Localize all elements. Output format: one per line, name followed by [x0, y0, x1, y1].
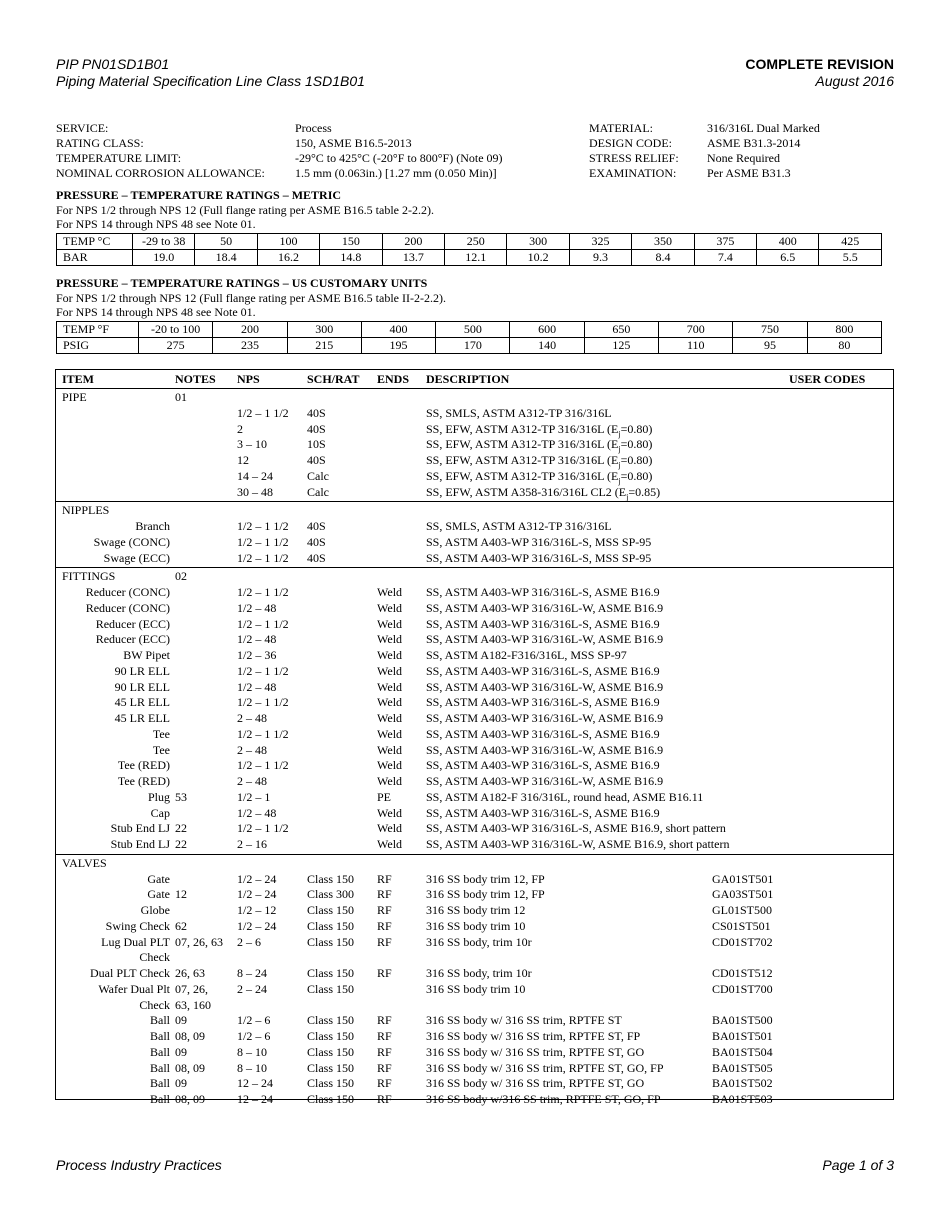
description-cell: 316 SS body w/ 316 SS trim, RPTFE ST, GO: [426, 1044, 645, 1059]
info-label: STRESS RELIEF:: [589, 151, 679, 165]
revision-date: August 2016: [815, 73, 894, 89]
sch-cell: Class 150: [307, 1060, 355, 1075]
description-cell: SS, ASTM A403-WP 316/316L-S, ASME B16.9: [426, 663, 660, 678]
nps-cell: 2 – 48: [237, 774, 267, 788]
notes-cell: 08, 09: [175, 1029, 205, 1043]
description-cell: SS, ASTM A403-WP 316/316L-W, ASME B16.9: [426, 679, 664, 694]
rating-cell: 6.5: [757, 250, 819, 266]
user-code-cell: BA01ST500: [712, 1013, 773, 1028]
rating-cell: 14.8: [320, 250, 382, 266]
rating-cell: 18.4: [195, 250, 257, 266]
item-cell: Stub End LJ: [110, 821, 170, 836]
info-label: SERVICE:: [56, 121, 109, 135]
info-value: 316/316L Dual Marked: [707, 121, 820, 135]
sch-cell: Class 150: [307, 934, 355, 949]
ends-cell: Weld: [377, 837, 403, 851]
metric-note-1: For NPS 1/2 through NPS 12 (Full flange rating per ASME B16.5 table 2-2.2).: [56, 203, 434, 217]
us-temp-row: [57, 322, 882, 338]
description-cell: 316 SS body trim 12, FP: [426, 887, 545, 902]
sch-cell: 40S: [307, 519, 326, 533]
nps-cell: 1/2 – 1 1/2: [237, 758, 289, 773]
rating-cell: 300: [507, 234, 569, 250]
description-cell: SS, EFW, ASTM A312-TP 316/316L $(E_j=0.80)$: [426, 468, 653, 486]
ends-cell: RF: [377, 1013, 392, 1028]
rating-cell: 275: [139, 338, 213, 354]
item-cell: Tee (RED): [117, 758, 170, 773]
ends-cell: RF: [377, 903, 392, 917]
section-name: NIPPLES: [62, 503, 110, 518]
rating-cell: 95: [733, 338, 807, 354]
item-cell: Reducer (CONC): [85, 600, 170, 615]
user-code-cell: CD01ST700: [712, 981, 773, 996]
ends-cell: RF: [377, 966, 392, 980]
notes-cell-continued: 63, 160: [175, 997, 211, 1012]
rating-cell: 10.2: [507, 250, 569, 266]
description-cell: SS, ASTM A403-WP 316/316L-S, ASME B16.9: [426, 805, 660, 820]
description-cell: SS, ASTM A403-WP 316/316L-W, ASME B16.9: [426, 742, 664, 757]
nps-cell: 1/2 – 1 1/2: [237, 695, 289, 710]
nps-cell: 12 – 24: [237, 1092, 273, 1106]
sch-cell: Class 300: [307, 887, 355, 902]
ends-cell: Weld: [377, 758, 403, 773]
description-cell: SS, ASTM A403-WP 316/316L-S, MSS SP-95: [426, 534, 652, 549]
description-cell: 316 SS body w/ 316 SS trim, RPTFE ST, GO: [426, 1076, 645, 1091]
nps-cell: 3 – 10: [237, 437, 267, 452]
rating-cell: 5.5: [819, 250, 882, 266]
ends-cell: Weld: [377, 742, 403, 757]
ends-cell: Weld: [377, 679, 403, 694]
item-cell: Ball: [150, 1029, 170, 1043]
item-cell: Tee: [152, 726, 170, 741]
nps-cell: 12 – 24: [237, 1076, 273, 1091]
nps-cell: 1/2 – 48: [237, 632, 277, 647]
description-cell: SS, ASTM A403-WP 316/316L-W, ASME B16.9: [426, 711, 664, 725]
metric-note-2: For NPS 14 through NPS 48 see Note 01.: [56, 217, 256, 231]
sch-cell: Class 150: [307, 1044, 355, 1059]
rating-cell: 375: [694, 234, 756, 250]
item-cell: BW Pipet: [123, 648, 170, 662]
notes-cell: 22: [175, 837, 187, 851]
item-cell: Tee: [152, 742, 170, 757]
description-cell: SS, EFW, ASTM A312-TP 316/316L $(E_j=0.80)$: [426, 421, 653, 438]
nps-cell: 1/2 – 24: [237, 918, 277, 933]
item-cell: Stub End LJ: [110, 837, 170, 851]
item-cell: Plug: [147, 789, 170, 804]
rating-cell: 125: [584, 338, 658, 354]
description-cell: SS, ASTM A182-F316/316L, MSS SP-97: [426, 648, 627, 662]
nps-cell: 8 – 24: [237, 966, 267, 980]
ends-cell: RF: [377, 918, 392, 933]
info-value: 1.5 mm (0.063in.) [1.27 mm (0.050 Min)]: [295, 166, 497, 180]
description-cell: SS, ASTM A403-WP 316/316L-S, ASME B16.9: [426, 726, 660, 741]
item-cell: Dual PLT Check: [90, 966, 170, 980]
nps-cell: 1/2 – 1 1/2: [237, 585, 289, 599]
info-label: EXAMINATION:: [589, 166, 677, 180]
nps-cell: 1/2 – 1 1/2: [237, 616, 289, 631]
item-cell: 90 LR ELL: [114, 679, 170, 694]
section-name: FITTINGS: [62, 569, 116, 584]
sch-cell: Class 150: [307, 981, 355, 996]
rating-cell: 600: [510, 322, 584, 338]
description-cell: SS, EFW, ASTM A358-316/316L CL2 $(E_j=0.85)$: [426, 484, 661, 501]
revision-label: COMPLETE REVISION: [745, 56, 894, 72]
nps-cell: 1/2 – 6: [237, 1029, 271, 1043]
notes-cell: 07, 26,: [175, 981, 208, 996]
item-cell: Cap: [150, 805, 170, 820]
rating-cell: 13.7: [382, 250, 444, 266]
ends-cell: RF: [377, 871, 392, 886]
section-notes: 01: [175, 390, 187, 404]
nps-cell: 1/2 – 1: [237, 789, 271, 804]
rating-cell: 200: [213, 322, 287, 338]
description-cell: 316 SS body trim 10: [426, 918, 526, 933]
rating-cell: -20 to 100: [139, 322, 213, 338]
nps-cell: 1/2 – 6: [237, 1013, 271, 1028]
item-cell: Ball: [150, 1092, 170, 1106]
info-label: TEMPERATURE LIMIT:: [56, 151, 182, 165]
item-cell: Swing Check: [105, 918, 170, 933]
metric-ratings-table: [56, 233, 882, 266]
description-cell: SS, SMLS, ASTM A312-TP 316/316L: [426, 519, 612, 533]
material-specification-table: [55, 369, 894, 1106]
nps-cell: 1/2 – 1 1/2: [237, 821, 289, 836]
col-ends: ENDS: [377, 372, 410, 386]
item-cell: Wafer Dual Plt: [98, 981, 170, 996]
item-cell: Ball: [150, 1060, 170, 1075]
ends-cell: Weld: [377, 585, 403, 599]
sch-cell: Class 150: [307, 966, 355, 980]
ends-cell: Weld: [377, 726, 403, 741]
rating-cell: 500: [436, 322, 510, 338]
col-notes: NOTES: [175, 372, 216, 386]
sch-cell: 10S: [307, 437, 326, 452]
nps-cell: 1/2 – 1 1/2: [237, 519, 289, 533]
nps-cell: 1/2 – 1 1/2: [237, 726, 289, 741]
item-cell: Swage (ECC): [103, 550, 170, 565]
item-cell: Gate: [147, 887, 170, 902]
sch-cell: 40S: [307, 534, 326, 549]
rating-cell: 100: [257, 234, 319, 250]
description-cell: 316 SS body w/ 316 SS trim, RPTFE ST, GO, FP: [426, 1060, 664, 1075]
user-code-cell: BA01ST502: [712, 1076, 773, 1091]
row-label-cell: BAR: [57, 250, 133, 266]
rating-cell: 235: [213, 338, 287, 354]
footer-page-number: Page 1 of 3: [822, 1157, 894, 1173]
ends-cell: RF: [377, 1044, 392, 1059]
notes-cell: 22: [175, 821, 187, 836]
nps-cell: 1/2 – 24: [237, 887, 277, 902]
sch-cell: Class 150: [307, 1029, 355, 1043]
rating-cell: 650: [584, 322, 658, 338]
notes-cell: 53: [175, 789, 187, 804]
notes-cell: 12: [175, 887, 187, 902]
row-label-cell: PSIG: [57, 338, 139, 354]
description-cell: SS, ASTM A403-WP 316/316L-S, ASME B16.9: [426, 585, 660, 599]
rating-cell: 400: [361, 322, 435, 338]
user-code-cell: GL01ST500: [712, 903, 772, 917]
item-cell: Reducer (ECC): [95, 616, 170, 631]
nps-cell: 2 – 16: [237, 837, 267, 851]
rating-cell: 300: [287, 322, 361, 338]
user-code-cell: BA01ST505: [712, 1060, 773, 1075]
info-value: ASME B31.3-2014: [707, 136, 801, 150]
item-cell: Reducer (ECC): [95, 632, 170, 647]
nps-cell: 1/2 – 48: [237, 679, 277, 694]
nps-cell: 1/2 – 24: [237, 871, 277, 886]
notes-cell: 08, 09: [175, 1060, 205, 1075]
nps-cell: 12: [237, 453, 249, 467]
metric-temp-row: [57, 234, 882, 250]
rating-cell: 215: [287, 338, 361, 354]
nps-cell: 1/2 – 48: [237, 805, 277, 820]
col-item: ITEM: [62, 372, 95, 386]
sch-cell: 40S: [307, 550, 326, 565]
rating-cell: 170: [436, 338, 510, 354]
doc-title: Piping Material Specification Line Class 1SD1B01: [56, 73, 365, 89]
sch-cell: Class 150: [307, 1092, 355, 1106]
us-note-1: For NPS 1/2 through NPS 12 (Full flange rating per ASME B16.5 table II-2-2.2).: [56, 291, 446, 305]
description-cell: 316 SS body w/ 316 SS trim, RPTFE ST, FP: [426, 1029, 641, 1043]
item-cell: Ball: [150, 1013, 170, 1028]
us-note-2: For NPS 14 through NPS 48 see Note 01.: [56, 305, 256, 319]
item-cell: Ball: [150, 1076, 170, 1091]
notes-cell: 26, 63: [175, 966, 205, 980]
nps-cell: 8 – 10: [237, 1060, 267, 1075]
ends-cell: Weld: [377, 711, 403, 725]
sch-cell: Calc: [307, 484, 329, 499]
ends-cell: PE: [377, 789, 392, 804]
us-ratings-table: [56, 321, 882, 354]
nps-cell: 2 – 24: [237, 981, 267, 996]
sch-cell: Class 150: [307, 1013, 355, 1028]
notes-cell: 09: [175, 1076, 187, 1091]
metric-ratings-title: PRESSURE – TEMPERATURE RATINGS – METRIC: [56, 188, 342, 202]
sch-cell: Class 150: [307, 1076, 355, 1091]
description-cell: SS, ASTM A403-WP 316/316L-S, ASME B16.9: [426, 616, 660, 631]
ends-cell: Weld: [377, 648, 403, 662]
user-code-cell: GA01ST501: [712, 871, 774, 886]
item-cell: Branch: [135, 519, 170, 533]
rating-cell: 19.0: [133, 250, 195, 266]
nps-cell: 2: [237, 421, 243, 436]
info-value: -29°C to 425°C (-20°F to 800°F) (Note 09): [295, 151, 503, 165]
metric-pressure-row: [57, 250, 882, 266]
description-cell: SS, ASTM A403-WP 316/316L-W, ASME B16.9: [426, 632, 664, 647]
nps-cell: 1/2 – 1 1/2: [237, 534, 289, 549]
rating-cell: 425: [819, 234, 882, 250]
rating-cell: 16.2: [257, 250, 319, 266]
rating-cell: 800: [807, 322, 881, 338]
us-ratings-title: PRESSURE – TEMPERATURE RATINGS – US CUSTOMARY UNITS: [56, 276, 428, 290]
rating-cell: 400: [757, 234, 819, 250]
notes-cell: 62: [175, 918, 187, 933]
description-cell: SS, ASTM A403-WP 316/316L-S, ASME B16.9: [426, 758, 660, 773]
ends-cell: RF: [377, 1029, 392, 1043]
sch-cell: 40S: [307, 405, 326, 420]
rating-cell: 110: [659, 338, 733, 354]
nps-cell: 1/2 – 1 1/2: [237, 663, 289, 678]
rating-cell: 9.3: [569, 250, 631, 266]
section-divider: [56, 501, 893, 502]
info-label: DESIGN CODE:: [589, 136, 672, 150]
description-cell: 316 SS body, trim 10r: [426, 966, 532, 980]
rating-cell: 750: [733, 322, 807, 338]
item-cell: Lug Dual PLT: [101, 934, 170, 949]
ends-cell: Weld: [377, 774, 403, 788]
notes-cell: 09: [175, 1013, 187, 1028]
nps-cell: 14 – 24: [237, 468, 273, 483]
ends-cell: Weld: [377, 663, 403, 678]
info-value: 150, ASME B16.5-2013: [295, 136, 412, 150]
user-code-cell: GA03ST501: [712, 887, 774, 902]
info-label: NOMINAL CORROSION ALLOWANCE:: [56, 166, 265, 180]
ends-cell: Weld: [377, 821, 403, 836]
item-cell: 45 LR ELL: [114, 695, 170, 710]
section-name: VALVES: [62, 855, 107, 870]
nps-cell: 2 – 48: [237, 711, 267, 725]
sch-cell: Class 150: [307, 871, 355, 886]
description-cell: SS, ASTM A182-F 316/316L, round head, ASME B16.11: [426, 789, 704, 804]
rating-cell: 200: [382, 234, 444, 250]
nps-cell: 1/2 – 48: [237, 600, 277, 615]
description-cell: SS, ASTM A403-WP 316/316L-S, ASME B16.9: [426, 695, 660, 710]
user-code-cell: CS01ST501: [712, 918, 771, 933]
info-value: None Required: [707, 151, 780, 165]
user-code-cell: CD01ST702: [712, 934, 773, 949]
rating-cell: 150: [320, 234, 382, 250]
ends-cell: RF: [377, 934, 392, 949]
description-cell: SS, SMLS, ASTM A312-TP 316/316L: [426, 405, 612, 420]
rating-cell: 700: [659, 322, 733, 338]
nps-cell: 1/2 – 12: [237, 903, 277, 917]
notes-cell: 07, 26, 63: [175, 934, 223, 949]
rating-cell: -29 to 38: [133, 234, 195, 250]
ends-cell: Weld: [377, 600, 403, 615]
nps-cell: 1/2 – 1 1/2: [237, 550, 289, 565]
description-cell: SS, EFW, ASTM A312-TP 316/316L $(E_j=0.80)$: [426, 437, 653, 454]
sch-cell: 40S: [307, 453, 326, 467]
ends-cell: Weld: [377, 805, 403, 820]
info-value: Process: [295, 121, 332, 135]
section-divider: [56, 854, 893, 855]
row-label-cell: TEMP °C: [57, 234, 133, 250]
ends-cell: RF: [377, 887, 392, 902]
user-code-cell: BA01ST504: [712, 1044, 773, 1059]
info-label: MATERIAL:: [589, 121, 653, 135]
item-cell: Gate: [147, 871, 170, 886]
user-code-cell: BA01ST501: [712, 1029, 773, 1043]
item-cell: Tee (RED): [117, 774, 170, 788]
description-cell: SS, EFW, ASTM A312-TP 316/316L $(E_j=0.80)$: [426, 453, 653, 470]
description-cell: 316 SS body w/316 SS trim, RPTFE ST, GO, FP: [426, 1092, 661, 1106]
section-name: PIPE: [62, 390, 87, 404]
rating-cell: 250: [445, 234, 507, 250]
ends-cell: RF: [377, 1076, 392, 1091]
nps-cell: 30 – 48: [237, 484, 273, 499]
us-pressure-row: [57, 338, 882, 354]
ends-cell: RF: [377, 1060, 392, 1075]
item-cell: 90 LR ELL: [114, 663, 170, 678]
row-label-cell: TEMP °F: [57, 322, 139, 338]
item-cell-continued: Check: [139, 950, 170, 965]
item-cell-continued: Check: [139, 997, 170, 1012]
description-cell: SS, ASTM A403-WP 316/316L-W, ASME B16.9, short pattern: [426, 837, 730, 851]
nps-cell: 2 – 48: [237, 742, 267, 757]
col-nps: NPS: [237, 372, 260, 386]
sch-cell: Class 150: [307, 903, 355, 917]
description-cell: 316 SS body trim 12: [426, 903, 526, 917]
item-cell: Globe: [140, 903, 170, 917]
col-user-codes: USER CODES: [789, 372, 866, 386]
description-cell: 316 SS body, trim 10r: [426, 934, 532, 949]
item-cell: Ball: [150, 1044, 170, 1059]
sch-cell: 40S: [307, 421, 326, 436]
rating-cell: 12.1: [445, 250, 507, 266]
ends-cell: RF: [377, 1092, 392, 1106]
description-cell: 316 SS body trim 10: [426, 981, 526, 996]
user-code-cell: BA01ST503: [712, 1092, 773, 1106]
ends-cell: Weld: [377, 632, 403, 647]
col-sch-rat: SCH/RAT: [307, 372, 360, 386]
rating-cell: 80: [807, 338, 881, 354]
nps-cell: 1/2 – 1 1/2: [237, 405, 289, 420]
nps-cell: 2 – 6: [237, 934, 261, 949]
rating-cell: 7.4: [694, 250, 756, 266]
notes-cell: 08, 09: [175, 1092, 205, 1106]
item-cell: 45 LR ELL: [114, 711, 170, 725]
item-cell: Reducer (CONC): [85, 585, 170, 599]
footer-publisher: Process Industry Practices: [56, 1157, 222, 1173]
ends-cell: Weld: [377, 695, 403, 710]
description-cell: 316 SS body trim 12, FP: [426, 871, 545, 886]
nps-cell: 8 – 10: [237, 1044, 267, 1059]
description-cell: SS, ASTM A403-WP 316/316L-W, ASME B16.9: [426, 774, 664, 788]
rating-cell: 8.4: [632, 250, 694, 266]
sch-cell: Class 150: [307, 918, 355, 933]
rating-cell: 195: [361, 338, 435, 354]
info-label: RATING CLASS:: [56, 136, 144, 150]
ends-cell: Weld: [377, 616, 403, 631]
description-cell: 316 SS body w/ 316 SS trim, RPTFE ST: [426, 1013, 622, 1028]
section-divider: [56, 567, 893, 568]
rating-cell: 350: [632, 234, 694, 250]
description-cell: SS, ASTM A403-WP 316/316L-S, ASME B16.9, short pattern: [426, 821, 726, 836]
item-cell: Swage (CONC): [93, 534, 170, 549]
rating-cell: 140: [510, 338, 584, 354]
notes-cell: 09: [175, 1044, 187, 1059]
section-notes: 02: [175, 569, 187, 584]
nps-cell: 1/2 – 36: [237, 648, 277, 662]
sch-cell: Calc: [307, 468, 329, 483]
header-divider: [56, 388, 893, 389]
description-cell: SS, ASTM A403-WP 316/316L-S, MSS SP-95: [426, 550, 652, 565]
user-code-cell: CD01ST512: [712, 966, 773, 980]
rating-cell: 325: [569, 234, 631, 250]
description-cell: SS, ASTM A403-WP 316/316L-W, ASME B16.9: [426, 600, 664, 615]
info-value: Per ASME B31.3: [707, 166, 791, 180]
col-description: DESCRIPTION: [426, 372, 510, 386]
doc-id: PIP PN01SD1B01: [56, 56, 170, 72]
rating-cell: 50: [195, 234, 257, 250]
